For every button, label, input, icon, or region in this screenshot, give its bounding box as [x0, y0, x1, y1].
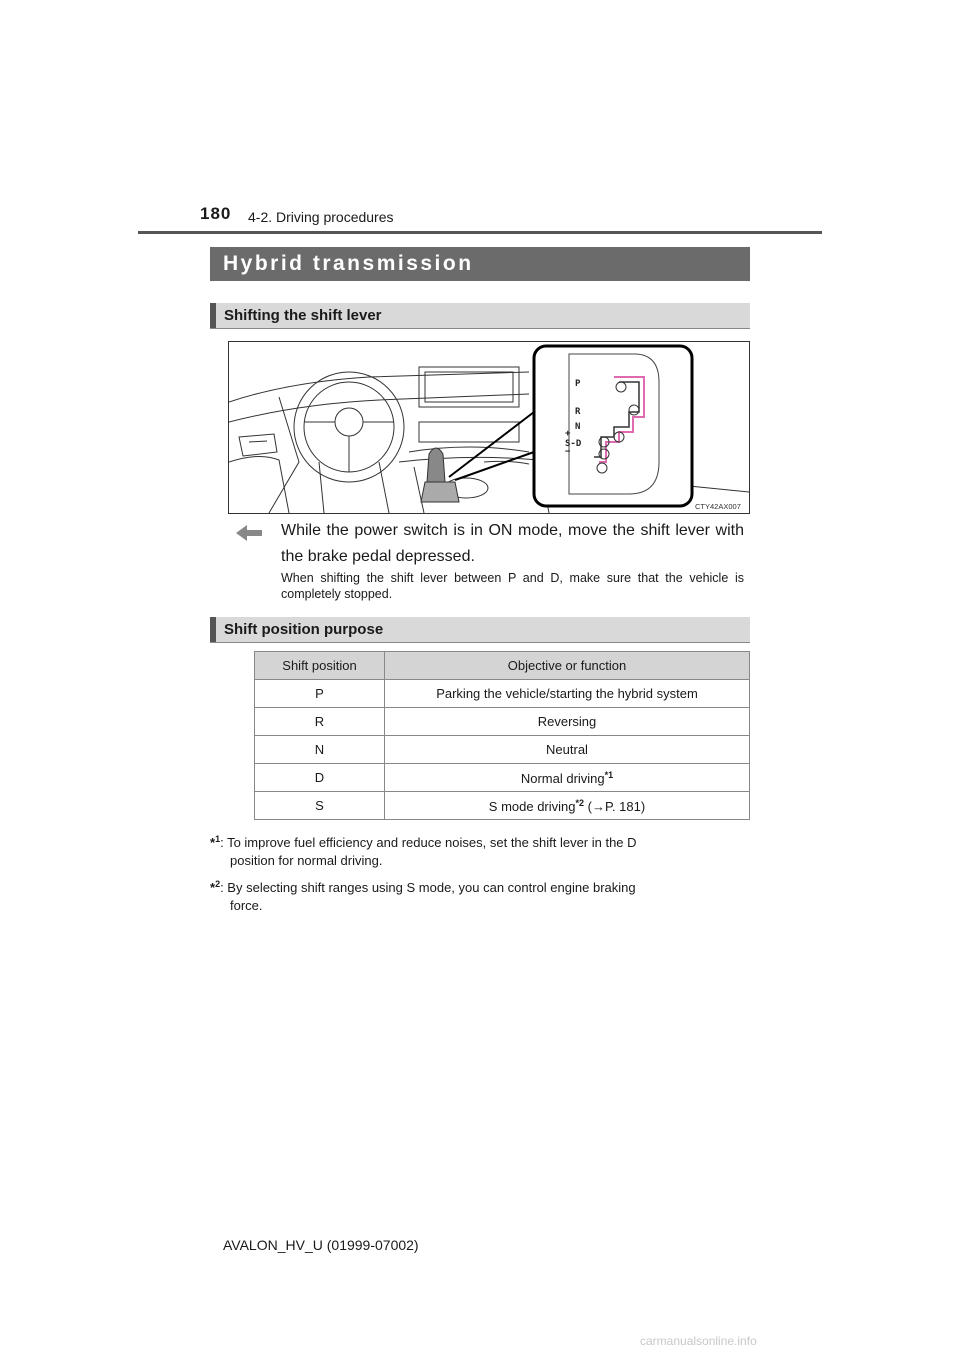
instruction-note: When shifting the shift lever between P and D, make sure that the vehicle is completely stopped. — [281, 571, 744, 601]
footnote-2 — [210, 875, 745, 915]
table-header-row — [255, 652, 750, 680]
footnote-text: : By selecting shift ranges using S mode, you can control engine braking — [220, 880, 636, 895]
illustration-code: CTY42AX007 — [695, 502, 741, 511]
header-objective: Objective or function — [385, 652, 750, 680]
footnote-ref: *2 — [575, 797, 585, 808]
footnote-1 — [210, 830, 745, 870]
footer-doc-code: AVALON_HV_U (01999-07002) — [223, 1237, 419, 1253]
cell-function — [385, 764, 750, 792]
cell-function: Reversing — [385, 708, 750, 736]
cell-position: D — [255, 764, 385, 792]
gate-label-s-d: S-D — [565, 439, 582, 449]
footnote-mark: * — [210, 880, 216, 895]
cell-function: Neutral — [385, 736, 750, 764]
subheading-shifting: Shifting the shift lever — [210, 303, 750, 329]
table-row — [255, 708, 750, 736]
shift-position-table — [254, 651, 750, 820]
gate-label-n: N — [575, 422, 581, 432]
footnote-ref: *1 — [604, 769, 614, 780]
cell-position: P — [255, 680, 385, 708]
watermark: carmanualsonline.info — [640, 1334, 757, 1348]
gate-label-plus: + — [565, 429, 571, 439]
function-text: Normal driving — [520, 770, 605, 786]
footnote-number: 2 — [215, 879, 221, 889]
table-row — [255, 680, 750, 708]
subheading-purpose: Shift position purpose — [210, 617, 750, 643]
section-title: Hybrid transmission — [210, 247, 750, 281]
table-row — [255, 736, 750, 764]
shift-lever-illustration — [228, 341, 750, 514]
gate-label-p: P — [575, 379, 581, 389]
cell-function — [385, 792, 750, 820]
cell-position: N — [255, 736, 385, 764]
footnote-text-cont: force. — [230, 898, 263, 913]
instruction-main: While the power switch is in ON mode, move the shift lever with the brake pedal depressed. — [281, 522, 744, 565]
header-shift-position: Shift position — [255, 652, 385, 680]
page-number: 180 — [200, 204, 232, 223]
function-text: S mode driving — [488, 798, 576, 814]
footnote-text-cont: position for normal driving. — [230, 853, 383, 868]
footnote-number: 1 — [215, 834, 221, 844]
chapter-heading: 4-2. Driving procedures — [248, 209, 394, 225]
header-rule — [138, 231, 822, 234]
footnote-mark: * — [210, 835, 216, 850]
footnote-text: : To improve fuel efficiency and reduce noises, set the shift lever in the D — [220, 835, 637, 850]
arrow-left-icon — [236, 524, 262, 542]
gate-label-r: R — [575, 407, 581, 417]
table-row — [255, 792, 750, 820]
gate-label-minus: − — [565, 447, 571, 457]
cell-function: Parking the vehicle/starting the hybrid system — [385, 680, 750, 708]
cell-position: R — [255, 708, 385, 736]
table-row — [255, 764, 750, 792]
cell-position: S — [255, 792, 385, 820]
page-reference: (→P. 181) — [584, 798, 646, 814]
